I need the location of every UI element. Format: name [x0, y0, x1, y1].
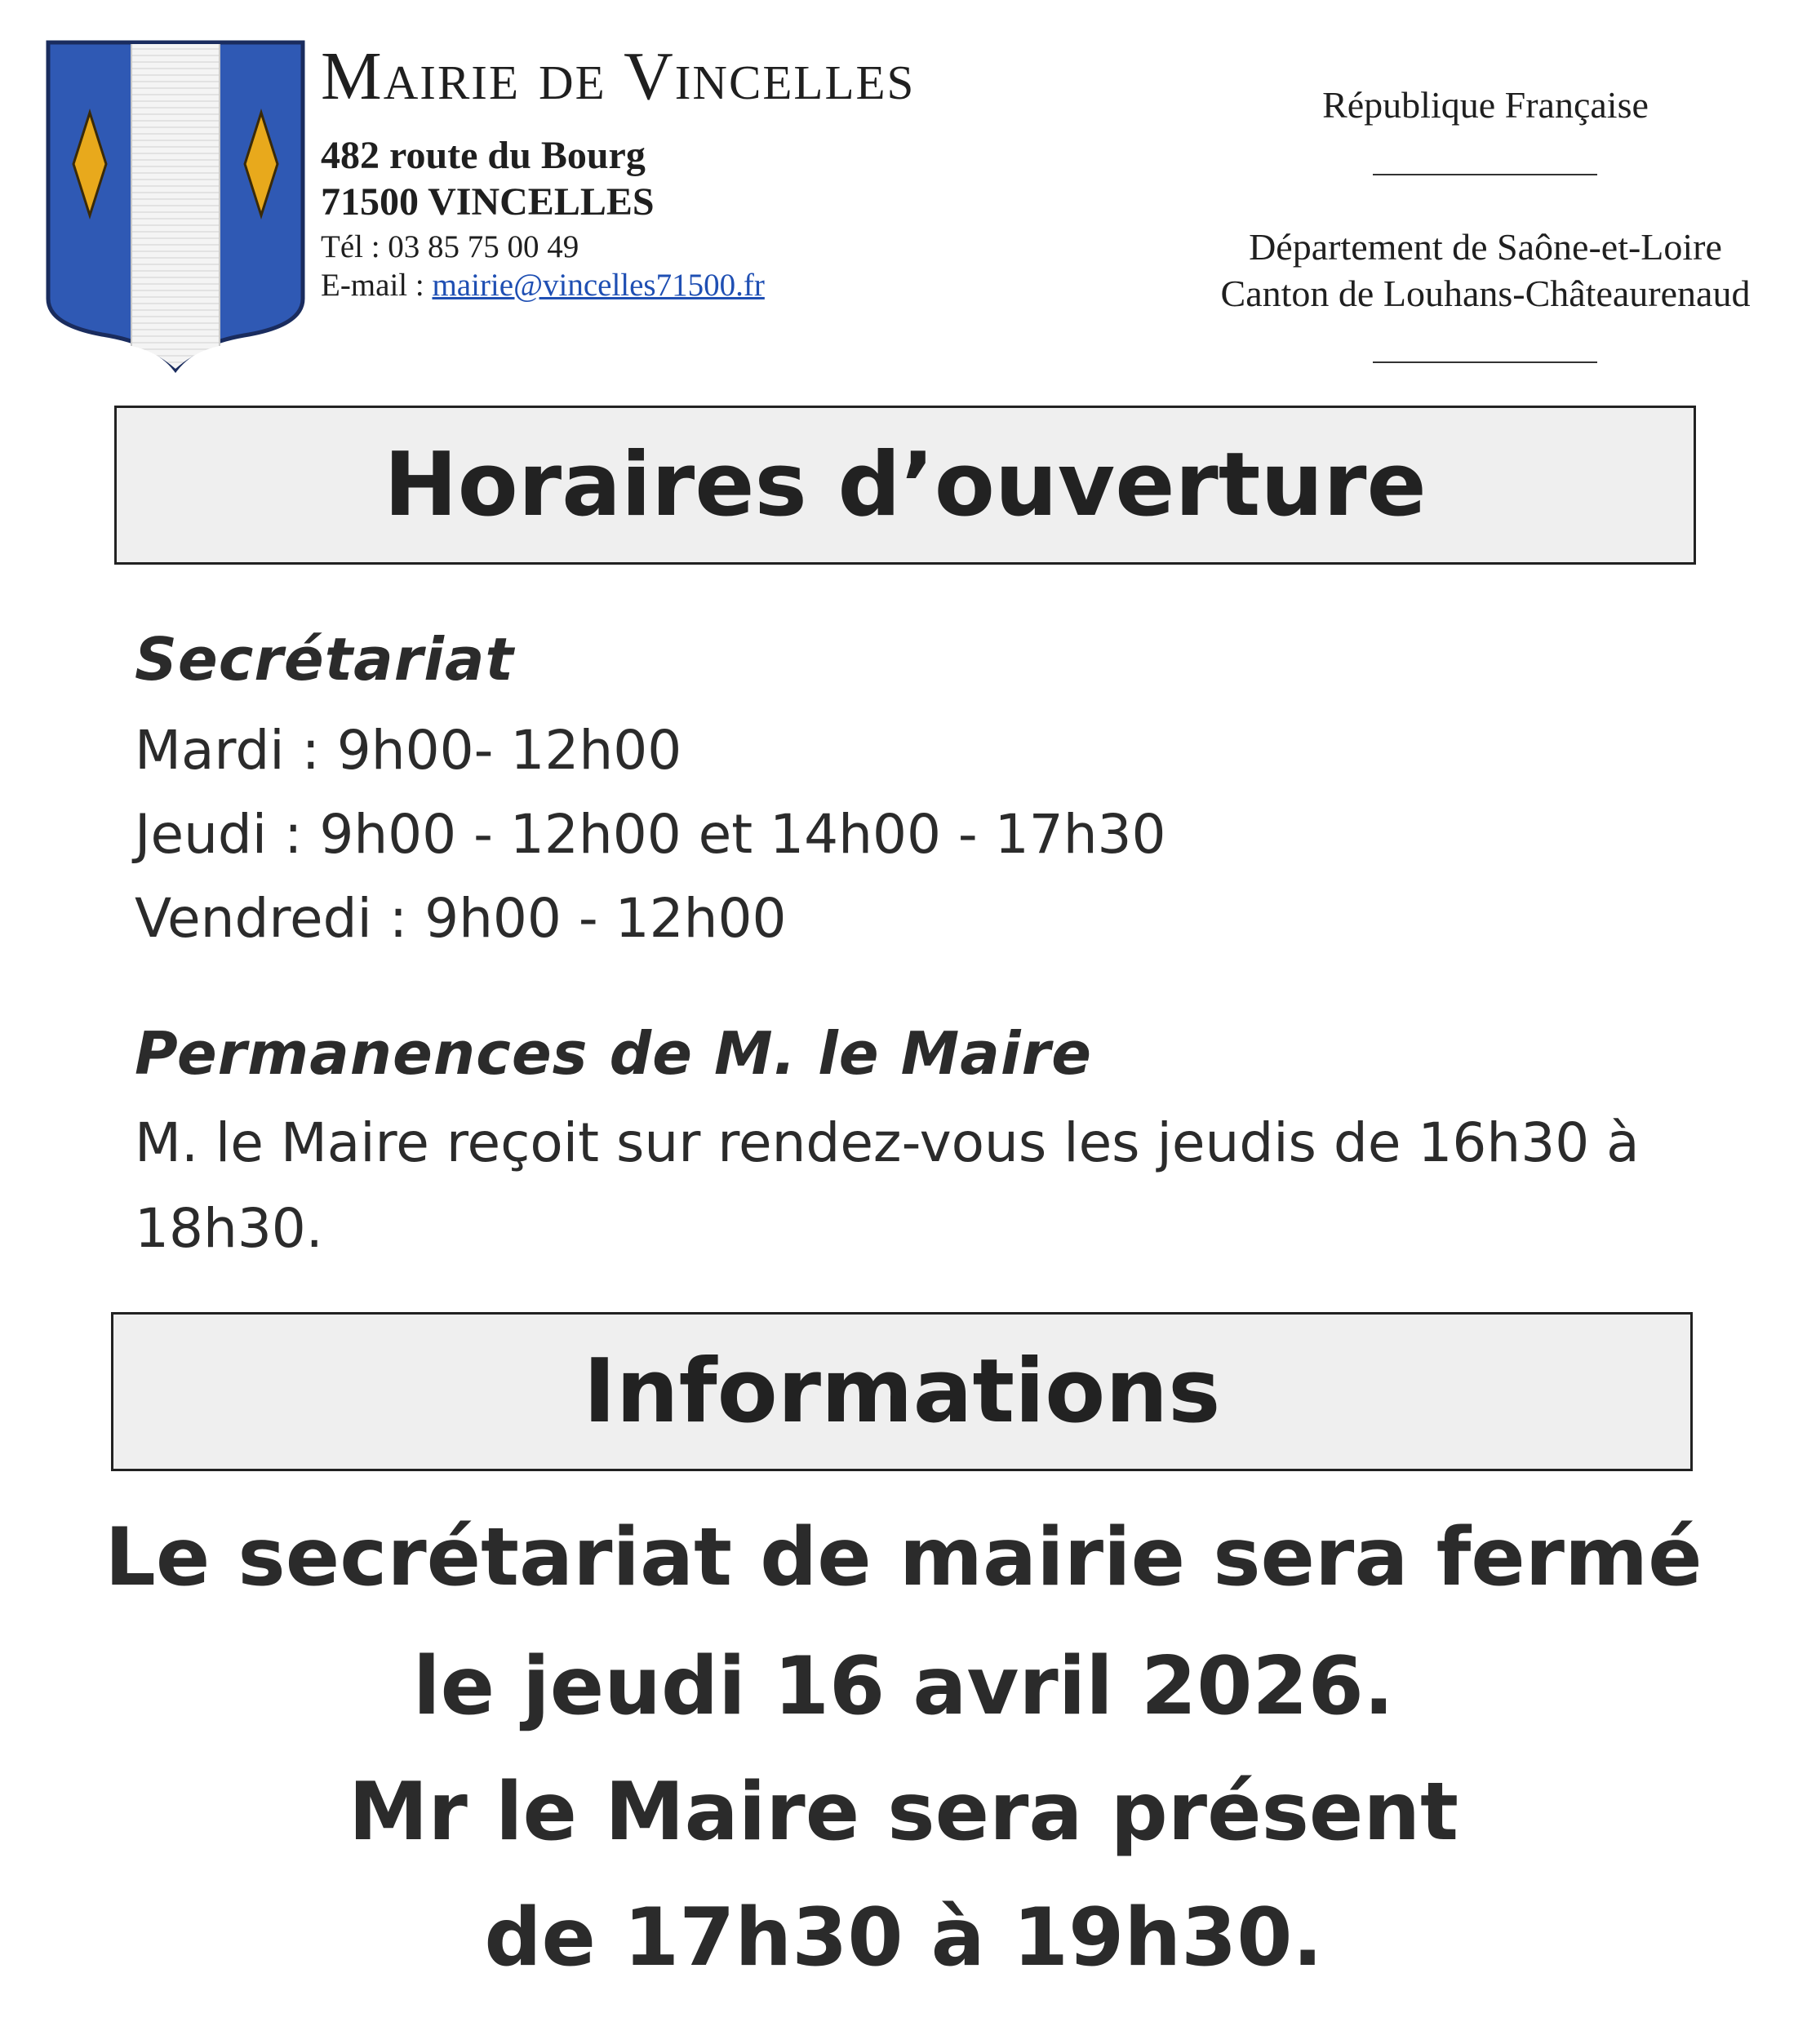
phone-number: Tél : 03 85 75 00 49 — [321, 229, 579, 264]
coat-of-arms-icon — [45, 39, 306, 374]
mairie-title: Mairie de Vincelles — [321, 38, 916, 114]
announcement-line: de 17h30 à 19h30. — [484, 1891, 1323, 1984]
departement: Département de Saône-et-Loire — [1249, 226, 1722, 268]
announcement-line: Mr le Maire sera présent — [348, 1766, 1459, 1859]
hours-line: Vendredi : 9h00 - 12h00 — [135, 887, 787, 950]
horaires-heading: Horaires d’ouverture — [384, 434, 1427, 536]
address-city: 71500 VINCELLES — [321, 180, 655, 224]
divider — [1373, 174, 1597, 175]
hours-line: Mardi : 9h00- 12h00 — [135, 719, 682, 782]
permanences-title: Permanences de M. le Maire — [135, 1019, 1092, 1088]
divider — [1373, 361, 1597, 363]
horaires-heading-box — [114, 406, 1696, 565]
hours-line: Jeudi : 9h00 - 12h00 et 14h00 - 17h30 — [135, 803, 1166, 866]
secretariat-title: Secrétariat — [135, 625, 514, 694]
email-line — [321, 269, 765, 301]
informations-heading-box — [111, 1312, 1693, 1471]
permanences-text: 18h30. — [135, 1197, 323, 1260]
announcement-line: Le secrétariat de mairie sera fermé — [104, 1511, 1703, 1604]
canton: Canton de Louhans-Châteaurenaud — [1220, 273, 1751, 314]
announcement-line: le jeudi 16 avril 2026. — [413, 1640, 1394, 1733]
email-label: E-mail : — [321, 268, 433, 303]
permanences-text: M. le Maire reçoit sur rendez-vous les jeudis de 16h30 à — [135, 1111, 1640, 1174]
email-link[interactable]: mairie@vincelles71500.fr — [432, 268, 765, 303]
address-street: 482 route du Bourg — [321, 134, 646, 177]
informations-heading: Informations — [583, 1341, 1221, 1443]
republique-francaise: République Française — [1322, 84, 1649, 126]
